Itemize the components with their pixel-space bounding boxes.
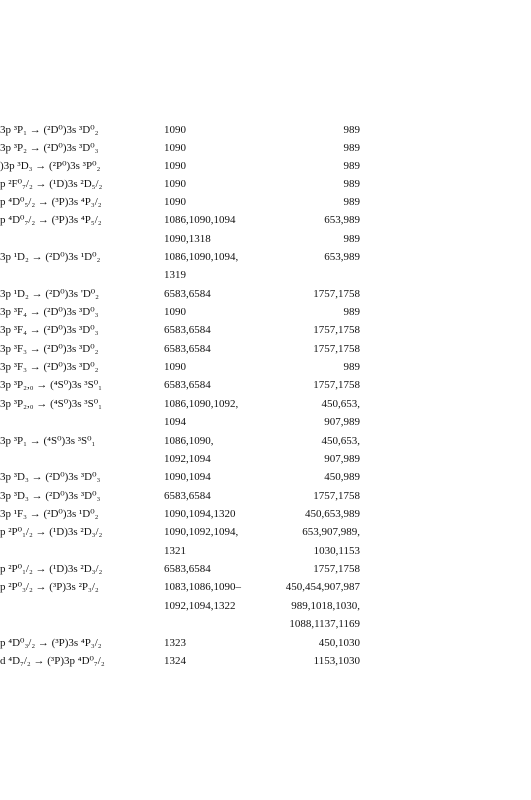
wavelength-cell: 1092,1094 xyxy=(164,453,211,465)
table-row xyxy=(0,139,531,157)
line-reference-cell: 1757,1758 xyxy=(313,288,360,300)
transition-cell: 3p ³F₄ → (²D⁰)3s ³D⁰₃ xyxy=(0,324,99,336)
transition-cell: 3p ³F₄ → (²D⁰)3s ³D⁰₃ xyxy=(0,306,99,318)
transition-cell: 3p ³D₃ → (²D⁰)3s ³D⁰₃ xyxy=(0,471,101,483)
transition-cell: 3p ³F₃ → (²D⁰)3s ³D⁰₂ xyxy=(0,361,99,373)
wavelength-cell: 1092,1094,1322 xyxy=(164,600,236,612)
wavelength-cell: 1321 xyxy=(164,545,186,557)
line-reference-cell: 989 xyxy=(343,233,360,245)
transition-cell: 3p ³F₃ → (²D⁰)3s ³D⁰₂ xyxy=(0,343,99,355)
table-row xyxy=(0,413,531,431)
line-reference-cell: 989 xyxy=(343,361,360,373)
table-row xyxy=(0,121,531,139)
table-row xyxy=(0,505,531,523)
transition-cell: 3p ¹F₃ → (²D⁰)3s ¹D⁰₂ xyxy=(0,508,99,520)
table-row xyxy=(0,376,531,394)
wavelength-cell: 1090 xyxy=(164,361,186,373)
wavelength-cell: 1324 xyxy=(164,655,186,667)
transition-cell: 3p ³P₁ → (⁴S⁰)3s ³S⁰₁ xyxy=(0,435,96,447)
wavelength-cell: 1090,1318 xyxy=(164,233,211,245)
table-row xyxy=(0,560,531,578)
table-row xyxy=(0,266,531,284)
transition-cell: 3p ³P₁ → (²D⁰)3s ³D⁰₂ xyxy=(0,124,99,136)
table-row xyxy=(0,615,531,633)
wavelength-cell: 1086,1090,1092, xyxy=(164,398,239,410)
line-reference-cell: 450,653, xyxy=(321,398,360,410)
line-reference-cell: 450,653, xyxy=(321,435,360,447)
wavelength-cell: 1086,1090, xyxy=(164,435,214,447)
table-row xyxy=(0,578,531,596)
wavelength-cell: 1090 xyxy=(164,142,186,154)
line-reference-cell: 1153,1030 xyxy=(313,655,360,667)
wavelength-cell: 1086,1090,1094, xyxy=(164,251,239,263)
line-reference-cell: 989,1018,1030, xyxy=(291,600,360,612)
table-row xyxy=(0,432,531,450)
wavelength-cell: 6583,6584 xyxy=(164,324,211,336)
line-reference-cell: 1757,1758 xyxy=(313,343,360,355)
transition-cell: )3p ³D₃ → (²P⁰)3s ³P⁰₂ xyxy=(0,160,101,172)
table-row xyxy=(0,487,531,505)
wavelength-cell: 1090 xyxy=(164,160,186,172)
wavelength-cell: 1090,1092,1094, xyxy=(164,526,239,538)
transition-cell: d ⁴D₇/₂ → (³P)3p ⁴D⁰₇/₂ xyxy=(0,655,105,667)
wavelength-cell: 1090 xyxy=(164,178,186,190)
transition-cell: p ²P⁰₁/₂ → (¹D)3s ²D₃/₂ xyxy=(0,563,103,575)
transition-cell: 3p ³P₂ → (²D⁰)3s ³D⁰₃ xyxy=(0,142,99,154)
wavelength-cell: 1086,1090,1094 xyxy=(164,214,236,226)
table-row xyxy=(0,468,531,486)
wavelength-cell: 6583,6584 xyxy=(164,288,211,300)
wavelength-cell: 1319 xyxy=(164,269,186,281)
wavelength-cell: 6583,6584 xyxy=(164,379,211,391)
wavelength-cell: 1090 xyxy=(164,124,186,136)
line-reference-cell: 989 xyxy=(343,124,360,136)
table-row xyxy=(0,175,531,193)
table-row xyxy=(0,248,531,266)
transition-cell: 3p ³P₂,₀ → (⁴S⁰)3s ³S⁰₁ xyxy=(0,379,102,391)
line-reference-cell: 450,989 xyxy=(324,471,360,483)
line-reference-cell: 1088,1137,1169 xyxy=(289,618,360,630)
line-reference-cell: 653,989 xyxy=(324,251,360,263)
line-reference-cell: 1757,1758 xyxy=(313,490,360,502)
wavelength-cell: 6583,6584 xyxy=(164,563,211,575)
table-row xyxy=(0,450,531,468)
line-reference-cell: 1030,1153 xyxy=(313,545,360,557)
wavelength-cell: 1090 xyxy=(164,196,186,208)
table-row xyxy=(0,523,531,541)
wavelength-cell: 1323 xyxy=(164,637,186,649)
table-row xyxy=(0,542,531,560)
wavelength-cell: 1090,1094 xyxy=(164,471,211,483)
table-row xyxy=(0,211,531,229)
line-reference-cell: 989 xyxy=(343,196,360,208)
line-reference-cell: 653,989 xyxy=(324,214,360,226)
transition-cell: p ²P⁰₁/₂ → (¹D)3s ²D₃/₂ xyxy=(0,526,103,538)
table-row xyxy=(0,395,531,413)
wavelength-cell: 1094 xyxy=(164,416,186,428)
transition-cell: 3p ¹D₂ → (²D⁰)3s 'D⁰₂ xyxy=(0,288,100,300)
line-reference-cell: 450,653,989 xyxy=(305,508,360,520)
line-reference-cell: 989 xyxy=(343,160,360,172)
line-reference-cell: 989 xyxy=(343,178,360,190)
transition-cell: p ²F⁰₇/₂ → (¹D)3s ²D₅/₂ xyxy=(0,178,103,190)
line-reference-cell: 989 xyxy=(343,142,360,154)
table-row xyxy=(0,358,531,376)
line-reference-cell: 450,454,907,987 xyxy=(285,581,360,593)
table-row xyxy=(0,230,531,248)
wavelength-cell: 6583,6584 xyxy=(164,490,211,502)
wavelength-cell: 6583,6584 xyxy=(164,343,211,355)
line-reference-cell: 1757,1758 xyxy=(313,563,360,575)
line-reference-cell: 907,989 xyxy=(324,453,360,465)
line-reference-cell: 653,907,989, xyxy=(302,526,360,538)
transition-cell: p ⁴D⁰₇/₂ → (³P)3s ⁴P₅/₂ xyxy=(0,214,102,226)
transition-cell: 3p ¹D₂ → (²D⁰)3s ¹D⁰₂ xyxy=(0,251,101,263)
line-reference-cell: 1757,1758 xyxy=(313,379,360,391)
table-row xyxy=(0,652,531,670)
line-reference-cell: 450,1030 xyxy=(318,637,360,649)
table-row xyxy=(0,157,531,175)
wavelength-cell: 1090 xyxy=(164,306,186,318)
transition-cell: p ⁴D⁰₃/₂ → (³P)3s ⁴P₃/₂ xyxy=(0,637,102,649)
table-row xyxy=(0,303,531,321)
table-row xyxy=(0,193,531,211)
transition-cell: p ⁴D⁰₅/₂ → (³P)3s ⁴P₃/₂ xyxy=(0,196,102,208)
line-reference-cell: 1757,1758 xyxy=(313,324,360,336)
line-reference-cell: 907,989 xyxy=(324,416,360,428)
transition-cell: p ²P⁰₃/₂ → (³P)3s ²P₃/₂ xyxy=(0,581,99,593)
table-row xyxy=(0,634,531,652)
wavelength-cell: 1083,1086,1090– xyxy=(164,581,241,593)
table-row xyxy=(0,597,531,615)
table-row xyxy=(0,340,531,358)
wavelength-cell: 1090,1094,1320 xyxy=(164,508,236,520)
table-row xyxy=(0,321,531,339)
line-reference-cell: 989 xyxy=(343,306,360,318)
transition-cell: 3p ³P₂,₀ → (⁴S⁰)3s ³S⁰₁ xyxy=(0,398,102,410)
transition-cell: 3p ³D₃ → (²D⁰)3s ³D⁰₃ xyxy=(0,490,101,502)
table-row xyxy=(0,285,531,303)
